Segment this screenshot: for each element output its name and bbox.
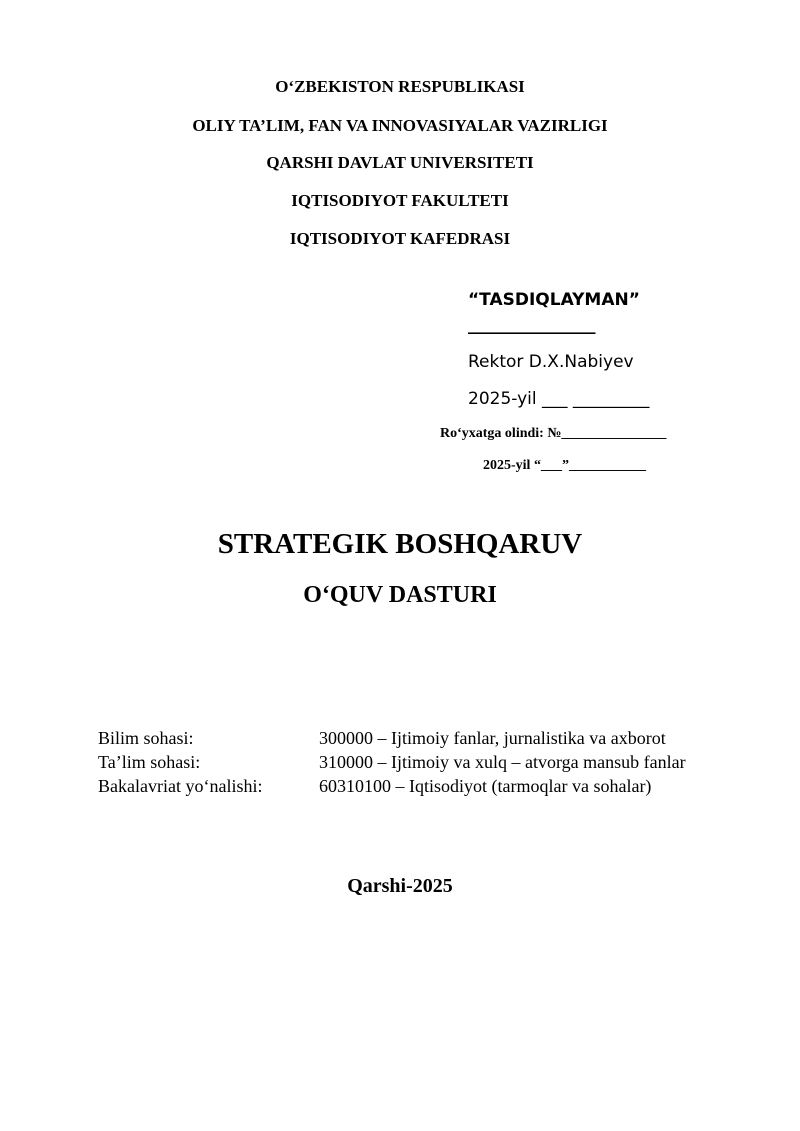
approval-label: “TASDIQLAYMAN” <box>468 290 640 310</box>
document-title: STRATEGIK BOSHQARUV <box>217 528 583 560</box>
department-name-line: IQTISODIYOT KAFEDRASI <box>289 229 511 248</box>
university-name-line: QARSHI DAVLAT UNIVERSITETI <box>266 153 534 172</box>
faculty-name-line: IQTISODIYOT FAKULTETI <box>291 191 509 210</box>
ministry-name-line: OLIY TA’LIM, FAN VA INNOVASIYALAR VAZIRLIGI <box>192 116 608 135</box>
approval-rector-name: Rektor D.X.Nabiyev <box>468 352 634 372</box>
info-label-education-area: Ta’lim sohasi: <box>98 752 201 772</box>
info-value-knowledge-area: 300000 – Ijtimoiy fanlar, jurnalistika va axborot <box>319 728 666 748</box>
info-value-bachelor-direction: 60310100 – Iqtisodiyot (tarmoqlar va sohalar) <box>319 776 652 796</box>
info-label-bachelor-direction: Bakalavriat yo‘nalishi: <box>98 776 263 796</box>
approval-year-line: 2025-yil ___ _________ <box>468 389 650 409</box>
approval-signature-line: _______________ <box>468 315 596 335</box>
registration-date-line: 2025-yil “___”___________ <box>483 458 646 473</box>
city-year: Qarshi-2025 <box>347 875 453 897</box>
ministry-country-line: O‘ZBEKISTON RESPUBLIKASI <box>275 77 525 96</box>
info-label-knowledge-area: Bilim sohasi: <box>98 728 194 748</box>
document-subtitle: O‘QUV DASTURI <box>303 582 497 608</box>
info-value-education-area: 310000 – Ijtimoiy va xulq – atvorga mansub fanlar <box>319 752 686 772</box>
registration-line: Ro‘yxatga olindi: №_______________ <box>440 426 667 441</box>
